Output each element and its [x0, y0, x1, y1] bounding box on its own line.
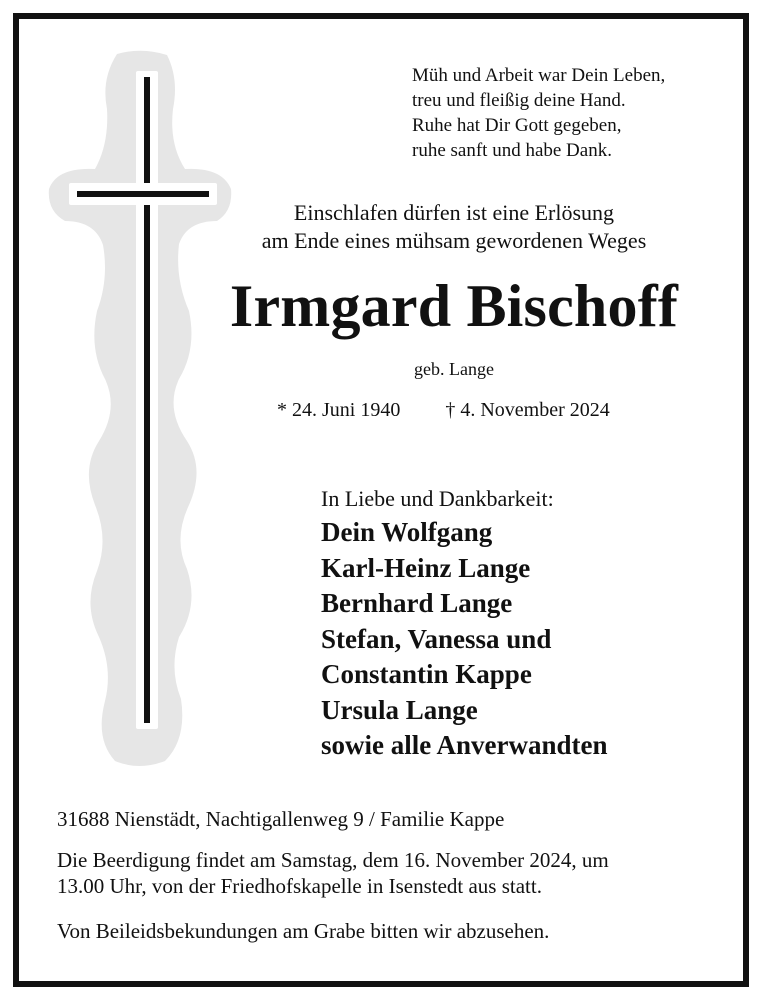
death-date: † 4. November 2024 [445, 399, 610, 421]
mourner-name: Constantin Kappe [321, 659, 532, 689]
mourner-name: Stefan, Vanessa und [321, 623, 552, 654]
mourner-name: Karl-Heinz Lange [321, 552, 531, 583]
life-dates [277, 397, 610, 423]
poem-line: ruhe sanft und habe Dank. [412, 140, 612, 161]
intro-line: am Ende eines mühsam gewordenen Weges [261, 228, 647, 253]
funeral-line: Die Beerdigung findet am Samstag, dem 16. November 2024, um [57, 848, 609, 872]
poem-line: treu und fleißig deine Hand. [412, 90, 626, 111]
mourners-list [321, 515, 608, 764]
intro-line: Einschlafen dürfen ist eine Erlösung [293, 200, 615, 225]
poem-line: Ruhe hat Dir Gott gegeben, [412, 115, 622, 136]
condolence-note: Von Beileidsbekundungen am Grabe bitten wir abzusehen. [57, 919, 550, 943]
cross-icon [47, 49, 232, 769]
cross-horizontal-beam [69, 183, 217, 205]
birth-date: * 24. Juni 1940 [277, 399, 401, 421]
deceased-name: Irmgard Bischoff [229, 273, 679, 339]
mourner-name: Ursula Lange [321, 694, 478, 725]
mourners-heading: In Liebe und Dankbarkeit: [321, 486, 554, 511]
mourner-name: sowie alle Anverwandten [321, 730, 608, 760]
intro-text [199, 199, 709, 255]
mourner-name: Dein Wolfgang [321, 517, 493, 547]
cross-vertical-beam [136, 71, 158, 729]
mourner-name: Bernhard Lange [321, 588, 513, 618]
funeral-line: 13.00 Uhr, von der Friedhofskapelle in Isenstedt aus statt. [57, 874, 542, 898]
poem-line: Müh und Arbeit war Dein Leben, [412, 65, 666, 86]
family-address: 31688 Nienstädt, Nachtigallenweg 9 / Familie Kappe [57, 807, 505, 831]
maiden-name: geb. Lange [414, 359, 494, 379]
funeral-info [57, 847, 737, 899]
poem [412, 63, 665, 163]
obituary-notice [13, 13, 749, 987]
